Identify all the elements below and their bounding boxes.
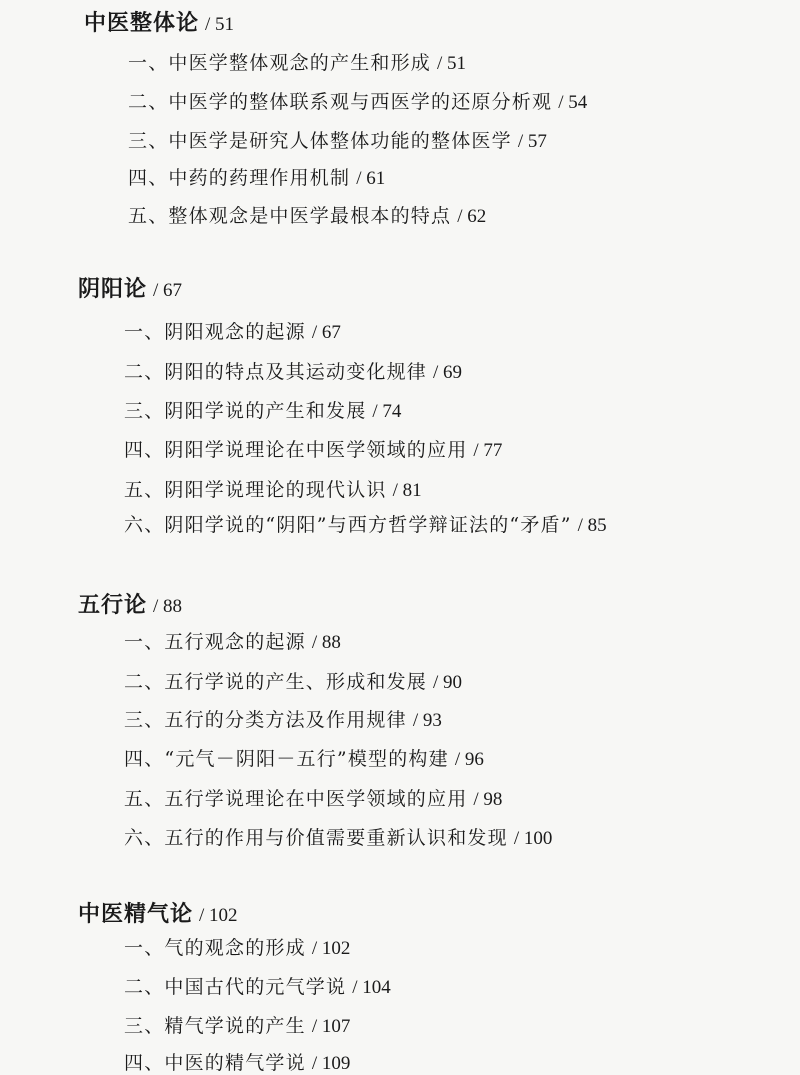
toc-entry (124, 933, 350, 960)
toc-entry (124, 972, 391, 999)
entry-text: 二、五行学说的产生、形成和发展 (124, 671, 428, 693)
section-page: / 88 (153, 596, 183, 617)
entry-page: / 77 (473, 440, 503, 461)
entry-text: 四、中药的药理作用机制 (128, 167, 351, 189)
entry-page: / 54 (558, 92, 588, 113)
entry-page: / 61 (356, 168, 386, 189)
entry-text: 一、气的观念的形成 (124, 937, 306, 959)
entry-page: / 57 (517, 131, 547, 152)
entry-page: / 100 (513, 828, 553, 849)
entry-page: / 51 (437, 53, 467, 74)
section-heading (84, 6, 234, 37)
toc-entry (128, 126, 547, 153)
toc-entry (124, 627, 341, 654)
entry-page: / 98 (473, 789, 503, 810)
entry-page: / 96 (454, 749, 484, 770)
entry-page: / 67 (311, 322, 341, 343)
entry-text: 四、“元气－阴阳－五行”模型的构建 (124, 748, 449, 770)
toc-entry (124, 823, 552, 850)
entry-text: 五、五行学说理论在中医学领域的应用 (124, 788, 468, 810)
entry-text: 六、五行的作用与价值需要重新认识和发现 (124, 827, 508, 849)
section-heading (78, 588, 182, 619)
section-page: / 67 (153, 280, 183, 301)
toc-entry (124, 1011, 350, 1038)
toc-entry (124, 705, 442, 732)
entry-page: / 81 (392, 480, 422, 501)
entry-text: 一、五行观念的起源 (124, 631, 306, 653)
entry-text: 三、五行的分类方法及作用规律 (124, 709, 407, 731)
section-title: 中医精气论 (78, 902, 194, 927)
section-title: 中医整体论 (84, 11, 200, 36)
entry-text: 六、阴阳学说的“阴阳”与西方哲学辩证法的“矛盾” (124, 514, 572, 536)
entry-page: / 93 (412, 710, 442, 731)
toc-entry (124, 317, 341, 344)
entry-text: 五、整体观念是中医学最根本的特点 (128, 205, 452, 227)
toc-entry (124, 396, 401, 423)
toc-entry (128, 87, 587, 114)
toc-entry (124, 744, 484, 771)
entry-text: 三、中医学是研究人体整体功能的整体医学 (128, 130, 512, 152)
toc-entry (124, 510, 607, 537)
toc-entry (128, 201, 486, 228)
toc-entry (124, 1048, 350, 1075)
toc-entry (124, 475, 422, 502)
entry-text: 四、阴阳学说理论在中医学领域的应用 (124, 439, 468, 461)
entry-page: / 69 (433, 362, 463, 383)
section-page: / 102 (199, 905, 238, 926)
entry-page: / 62 (457, 206, 487, 227)
entry-text: 三、阴阳学说的产生和发展 (124, 400, 367, 422)
toc-entry (124, 667, 462, 694)
section-title: 阴阳论 (78, 277, 148, 302)
entry-page: / 88 (311, 632, 341, 653)
section-heading (78, 272, 182, 303)
entry-page: / 107 (311, 1016, 351, 1037)
entry-page: / 104 (352, 977, 391, 998)
entry-page: / 102 (311, 938, 351, 959)
section-page: / 51 (205, 14, 235, 35)
entry-page: / 109 (311, 1053, 351, 1074)
toc-entry (128, 163, 385, 190)
entry-text: 二、中医学的整体联系观与西医学的还原分析观 (128, 91, 553, 113)
entry-text: 五、阴阳学说理论的现代认识 (124, 479, 387, 501)
entry-text: 二、中国古代的元气学说 (124, 976, 347, 998)
entry-page: / 85 (577, 515, 607, 536)
toc-entry (124, 357, 462, 384)
toc-entry (128, 48, 466, 75)
entry-text: 一、阴阳观念的起源 (124, 321, 306, 343)
entry-text: 四、中医的精气学说 (124, 1052, 306, 1074)
toc-entry (124, 784, 502, 811)
section-heading (78, 897, 238, 928)
entry-page: / 90 (433, 672, 463, 693)
toc-entry (124, 435, 502, 462)
entry-text: 三、精气学说的产生 (124, 1015, 306, 1037)
entry-text: 二、阴阳的特点及其运动变化规律 (124, 361, 428, 383)
entry-text: 一、中医学整体观念的产生和形成 (128, 52, 432, 74)
section-title: 五行论 (78, 593, 148, 618)
entry-page: / 74 (372, 401, 402, 422)
